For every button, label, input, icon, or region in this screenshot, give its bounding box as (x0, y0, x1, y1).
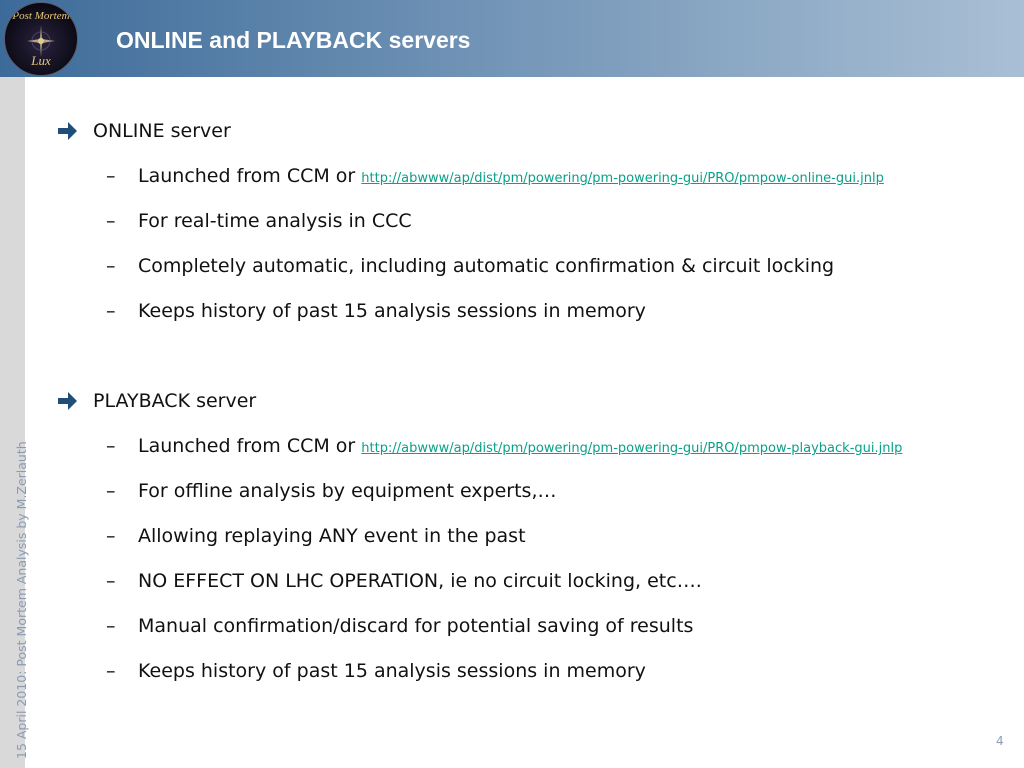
list-item (56, 249, 1016, 294)
list-item (56, 609, 1016, 654)
playback-gui-link[interactable]: http://abwww/ap/dist/pm/powering/pm-powering-gui/PRO/pmpow-playback-gui.jnlp (361, 441, 903, 456)
dash-marker: – (106, 435, 116, 457)
list-item-text: For offline analysis by equipment experts,… (138, 480, 557, 502)
footer-vertical-text: 15 April 2010: Post Mortem Analysis by M.Zerlauth (14, 441, 29, 759)
dash-marker: – (106, 255, 116, 277)
dash-marker: – (106, 300, 116, 322)
dash-marker: – (106, 570, 116, 592)
list-item (56, 654, 1016, 699)
list-item-text: Manual confirmation/discard for potential saving of results (138, 615, 694, 637)
dash-marker: – (106, 165, 116, 187)
right-arrow-icon (56, 385, 78, 417)
section-heading-text: PLAYBACK server (93, 390, 257, 412)
dash-marker: – (106, 660, 116, 682)
logo-top-text: Post Mortem (12, 10, 70, 22)
dash-marker: – (106, 480, 116, 502)
online-gui-link[interactable]: http://abwww/ap/dist/pm/powering/pm-powering-gui/PRO/pmpow-online-gui.jnlp (361, 171, 884, 186)
slide-content (56, 114, 1016, 699)
list-item-text: Allowing replaying ANY event in the past (138, 525, 526, 547)
list-item-text: Completely automatic, including automatic confirmation & circuit locking (138, 255, 835, 277)
page-number: 4 (996, 734, 1004, 748)
dash-marker: – (106, 615, 116, 637)
list-item (56, 474, 1016, 519)
slide-header (0, 0, 1024, 77)
list-item-text: Keeps history of past 15 analysis sessions in memory (138, 660, 646, 682)
list-item-text: NO EFFECT ON LHC OPERATION, ie no circuit locking, etc…. (138, 570, 702, 592)
logo-bottom-text: Lux (31, 53, 51, 68)
dash-marker: – (106, 525, 116, 547)
dash-marker: – (106, 210, 116, 232)
slide-title: ONLINE and PLAYBACK servers (116, 27, 471, 53)
list-item (56, 564, 1016, 609)
section-heading (56, 384, 1016, 429)
list-item-text: For real-time analysis in CCC (138, 210, 412, 232)
list-item-text: Launched from CCM or (138, 165, 362, 187)
list-item-text: Keeps history of past 15 analysis sessions in memory (138, 300, 646, 322)
list-item-text: Launched from CCM or (138, 435, 362, 457)
list-item (56, 204, 1016, 249)
list-item (56, 294, 1016, 339)
section-heading-text: ONLINE server (93, 120, 231, 142)
list-item (56, 519, 1016, 564)
post-mortem-lux-logo (4, 2, 78, 76)
right-arrow-icon (56, 115, 78, 147)
list-item (56, 159, 1016, 204)
section-heading (56, 114, 1016, 159)
section-spacer (56, 339, 1016, 384)
list-item (56, 429, 1016, 474)
